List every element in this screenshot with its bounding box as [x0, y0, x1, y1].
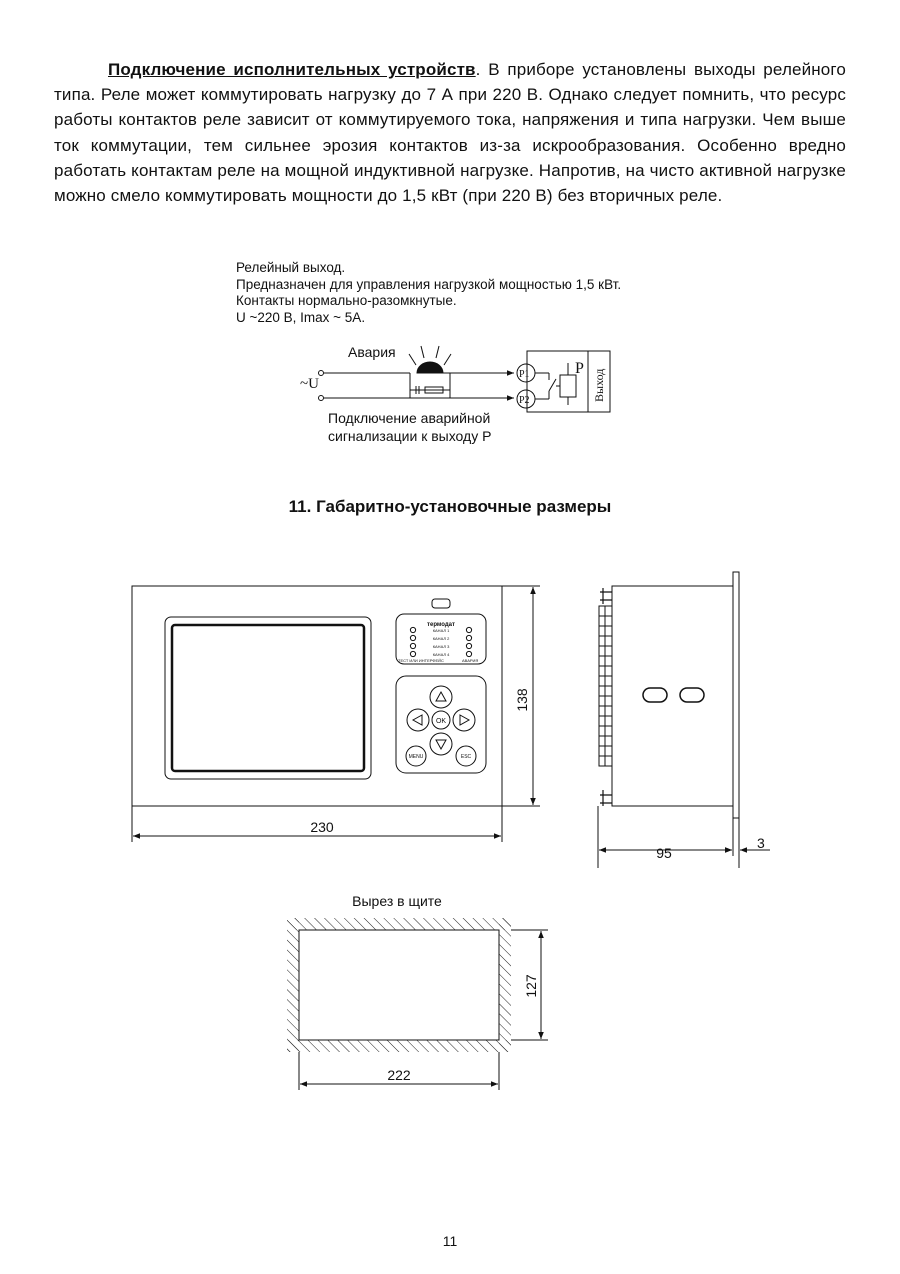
alarm-lamp-icon — [409, 346, 451, 373]
front-height-dim: 138 — [514, 688, 530, 712]
paragraph-heading: Подключение исполнительных устройств — [108, 60, 476, 79]
alarm-indicator-label: АВАРИЯ — [462, 658, 479, 663]
section-title: 11. Габаритно-установочные размеры — [288, 497, 612, 516]
mount-slot-1 — [643, 688, 667, 702]
test-label: ТЕСТ ИЛИ ИНТЕРФЕЙС — [398, 658, 444, 663]
esc-button — [456, 746, 476, 766]
cutout-height-dim: 127 — [523, 974, 539, 998]
display-bezel — [165, 617, 371, 779]
mount-slot-2 — [680, 688, 704, 702]
output-label: Выход — [592, 368, 606, 402]
channel-label-2: КАНАЛ 2 — [432, 636, 450, 641]
alarm-label: Авария — [348, 344, 396, 360]
display-screen — [172, 625, 364, 771]
side-view-drawing — [598, 572, 770, 868]
right-button — [453, 709, 475, 731]
channel-label-1: КАНАЛ 1 — [432, 628, 450, 633]
relay-wiring-diagram — [300, 344, 610, 444]
relay-label: P — [575, 360, 584, 377]
ok-button — [432, 711, 450, 729]
voltage-label: ~U — [300, 376, 319, 392]
ok-label: OK — [435, 718, 447, 725]
terminal-p1: P1 — [519, 369, 530, 380]
panel-cutout-drawing — [287, 893, 548, 1090]
relay-line-3: Контакты нормально-разомкнутые. — [236, 293, 457, 309]
diagram-caption-1: Подключение аварийной — [328, 410, 491, 426]
terminal-block — [599, 606, 612, 766]
esc-label: ESC — [460, 754, 472, 760]
channel-label-3: КАНАЛ 3 — [432, 644, 450, 649]
up-button — [430, 686, 452, 708]
menu-label: MENU — [408, 754, 424, 760]
relay-line-1: Релейный выход. — [236, 260, 346, 275]
page-number: 11 — [442, 1233, 458, 1249]
front-view-drawing — [132, 586, 540, 842]
side-depth-dim: 95 — [656, 845, 672, 861]
front-width-dim: 230 — [310, 819, 334, 835]
side-body — [612, 586, 733, 806]
cutout-opening — [299, 930, 499, 1040]
diagram-caption-2: сигнализации к выходу Р — [328, 428, 492, 444]
channel-label-4: КАНАЛ 4 — [432, 652, 450, 657]
paragraph-body: . В приборе установлены выходы релейного типа. Реле может коммутировать нагрузку до 7 А при 220 В. Однако следует помнить, что ресурс работы контактов реле зависит от коммутируемого тока, напряжения и типа нагрузки. Чем выше ток коммутации, тем сильнее эрозия контактов из-за искрообразования. Особенно вредно работать контактам реле на мощной индуктивной нагрузке. Напротив, на чисто активной нагрузке можно смело коммутировать мощности до 1,5 кВт (при 220 В) без вторичных реле. — [54, 60, 846, 206]
menu-button — [406, 746, 426, 766]
brand-label: термодат — [427, 622, 455, 628]
flange-dim: 3 — [757, 835, 765, 851]
relay-line-2: Предназначен для управления нагрузкой мощностью 1,5 кВт. — [236, 276, 622, 292]
cutout-title: Вырез в щите — [352, 893, 442, 909]
front-flange — [733, 572, 739, 818]
relay-line-4: U ~220 В, Imax ~ 5А. — [236, 309, 366, 325]
left-button — [407, 709, 429, 731]
terminal-p2: P2 — [519, 395, 530, 406]
cutout-width-dim: 222 — [387, 1067, 411, 1083]
down-button — [430, 733, 452, 755]
